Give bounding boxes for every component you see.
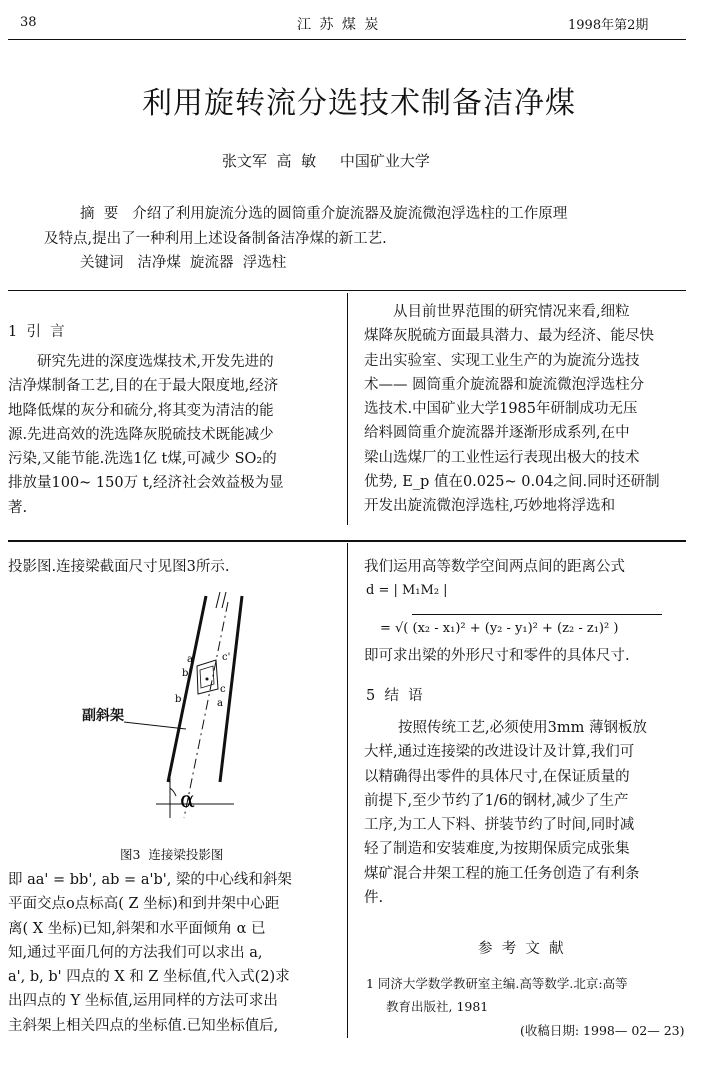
- text-line: 著.: [8, 499, 28, 516]
- abstract-line-1: 摘 要 介绍了利用旋流分选的圆筒重介旋流器及旋流微泡浮选柱的工作原理: [80, 206, 568, 222]
- keywords: 洁净煤 旋流器 浮选柱: [137, 255, 287, 271]
- intro-paragraph: [8, 350, 334, 520]
- text-line: 术—— 圆筒重介旋流器和旋流微泡浮选柱分: [364, 376, 645, 393]
- point-label-b-prime: b': [182, 668, 192, 679]
- abstract-rule: [8, 290, 686, 291]
- point-label-c: c: [220, 684, 226, 695]
- page-number: 38: [20, 15, 37, 30]
- reference-1-line-1: 1 同济大学数学教研室主编.高等数学.北京:高等: [366, 976, 628, 991]
- text-line: 即 aa' = bb', ab = a'b', 梁的中心线和斜架: [8, 872, 292, 888]
- upper-right-paragraph: [364, 300, 686, 519]
- center-point-o: [206, 678, 209, 681]
- abstract-label: 摘 要: [80, 206, 119, 222]
- references-heading: 参 考 文 献: [478, 941, 564, 957]
- formula-expansion: = √( (x₂ - x₁)² + (y₂ - y₁)² + (z₂ - z₁)² ): [380, 621, 619, 636]
- formula-distance: d = | M₁M₂ |: [366, 583, 448, 598]
- text-line: 工序,为工人下料、拼装节约了时间,同时减: [364, 817, 635, 834]
- conclusion-paragraph: [364, 716, 686, 910]
- keywords-label: 关键词: [80, 255, 124, 271]
- text-line: 梁山选煤厂的工业性运行表现出极大的技术: [364, 449, 640, 466]
- text-line: 轻了制造和安装难度,为按期保质完成张集: [364, 841, 630, 858]
- point-label-b: b: [175, 694, 182, 705]
- text-line: 煤矿混合井架工程的施工任务创造了有利条: [364, 865, 640, 882]
- text-line: 走出实验室、实现工业生产的为旋流分选技: [364, 352, 640, 369]
- text-line: 洁净煤制备工艺,目的在于最大限度地,经济: [8, 378, 279, 395]
- text-line: 件.: [364, 890, 384, 907]
- formula-result-line: 即可求出梁的外形尺寸和零件的具体尺寸.: [364, 648, 630, 664]
- text-line: 出四点的 Y 坐标值,运用同样的方法可求出: [8, 993, 278, 1010]
- point-label-a: a: [217, 698, 223, 709]
- column-divider-lower: [347, 543, 348, 1038]
- figure-label-sub-frame: 副斜架: [82, 708, 124, 724]
- text-line: 选技术.中国矿业大学1985年研制成功无压: [364, 401, 638, 418]
- text-line: 研究先进的深度选煤技术,开发先进的: [37, 354, 274, 370]
- journal-name: 江 苏 煤 炭: [297, 17, 381, 33]
- angle-alpha-label: α: [180, 788, 195, 813]
- text-line: 按照传统工艺,必须使用3mm 薄钢板放: [398, 720, 647, 736]
- text-line: 地降低煤的灰分和硫分,将其变为清洁的能: [8, 402, 274, 419]
- label-leader-line: [124, 722, 186, 729]
- text-line: 主斜架上相关四点的坐标值.已知坐标值后,: [8, 1017, 279, 1034]
- text-line: 前提下,至少节约了1/6的钢材,减少了生产: [364, 792, 629, 809]
- section-5-heading: 5 结 语: [366, 688, 423, 704]
- figure-caption: 图3 连接梁投影图: [120, 847, 224, 862]
- text-line: 源.先进高效的洗选降灰脱硫技术既能减少: [8, 426, 274, 443]
- radical-bar: [412, 614, 662, 615]
- text-line: 从目前世界范围的研究情况来看,细粒: [393, 304, 630, 320]
- break-mark: [222, 592, 226, 608]
- text-line: 大样,通过连接梁的改进设计及计算,我们可: [364, 744, 635, 761]
- abstract-line-2: 及特点,提出了一种利用上述设备制备洁净煤的新工艺.: [44, 231, 387, 247]
- figure-intro-line: 投影图.连接梁截面尺寸见图3所示.: [8, 559, 230, 575]
- text-line: 排放量100~ 150万 t,经济社会效益极为显: [8, 475, 284, 492]
- section-1-heading: 1 引 言: [8, 324, 65, 340]
- text-line: 以精确得出零件的具体尺寸,在保证质量的: [364, 768, 630, 785]
- text-line: 优势, E_p 值在0.025~ 0.04之间.同时还研制: [364, 474, 660, 491]
- coordinate-paragraph: [8, 868, 334, 1038]
- break-mark: [216, 592, 220, 608]
- column-divider-upper: [347, 293, 348, 525]
- reference-1-line-2: 教育出版社, 1981: [386, 999, 489, 1014]
- text-line: 煤降灰脱硫方面最具潜力、最为经济、能尽快: [364, 328, 654, 345]
- section-rule: [8, 540, 686, 542]
- text-line: 污染,又能节能.洗选1亿 t煤,可减少 SO₂的: [8, 451, 277, 468]
- left-frame-edge: [168, 596, 206, 782]
- text-line: 离( X 坐标)已知,斜架和水平面倾角 α 已: [8, 920, 266, 937]
- article-authors: 张文军 高 敏 中国矿业大学: [222, 152, 430, 170]
- angle-arc: [170, 788, 176, 796]
- text-line: 平面交点o点标高( Z 坐标)和到井架中心距: [8, 896, 280, 913]
- point-label-a-prime: a': [187, 654, 196, 665]
- received-date: (收稿日期: 1998— 02— 23): [520, 1023, 685, 1038]
- article-title: 利用旋转流分选技术制备洁净煤: [142, 86, 576, 121]
- text-line: 开发出旋流微泡浮选柱,巧妙地将浮选和: [364, 498, 616, 515]
- text-line: 知,通过平面几何的方法我们可以求出 a,: [8, 944, 263, 961]
- distance-formula-intro: 我们运用高等数学空间两点间的距离公式: [364, 559, 625, 575]
- issue-label: 1998年第2期: [568, 18, 649, 33]
- text-line: a', b, b' 四点的 X 和 Z 坐标值,代入式(2)求: [8, 969, 290, 986]
- header-rule: [8, 39, 686, 40]
- point-label-c-prime: c': [222, 652, 231, 663]
- beam-section-inner: [200, 666, 214, 688]
- center-line: [184, 602, 231, 818]
- text-line: 给料圆筒重介旋流器并逐渐形成系列,在中: [364, 425, 630, 442]
- keywords-line: [80, 251, 286, 275]
